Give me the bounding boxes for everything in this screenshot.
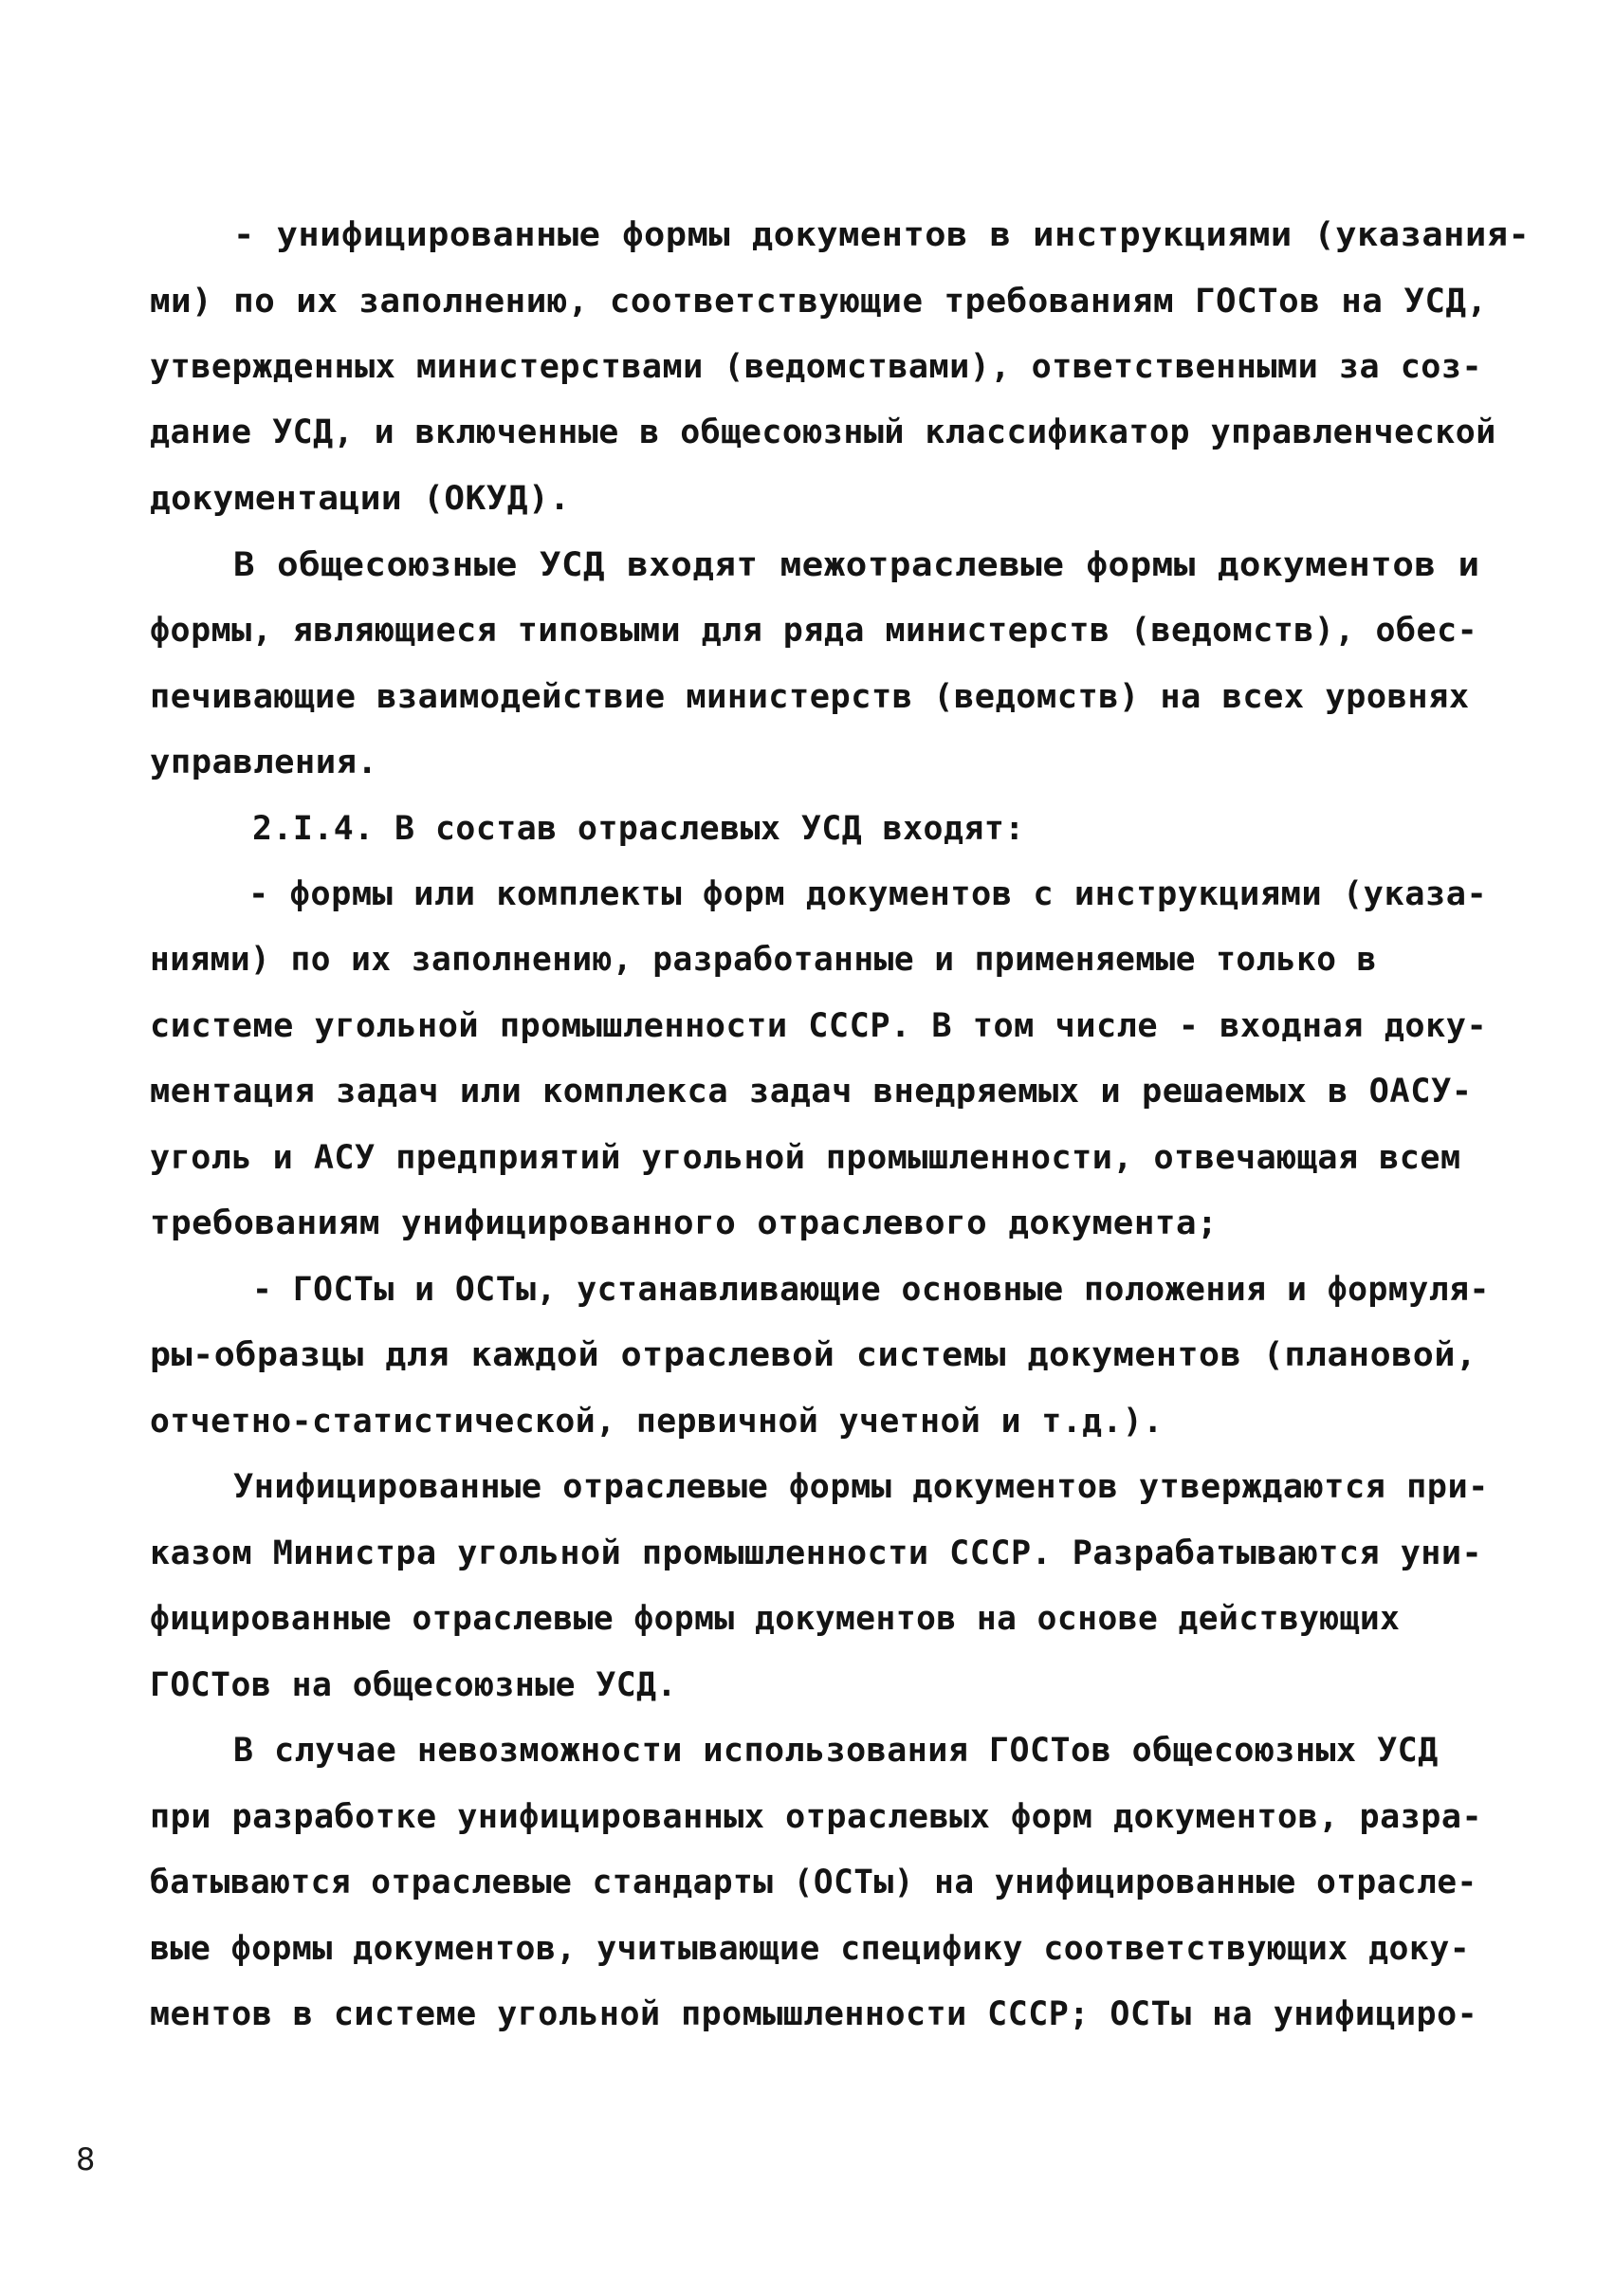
text-line: формы, являющиеся типовыми для ряда министерств (ведомств), обес- [150, 612, 1478, 650]
text-line: батываются отраслевые стандарты (ОСТы) на унифицированные отрасле- [150, 1864, 1477, 1901]
text-line: Унифицированные отраслевые формы документов утверждаются при- [233, 1468, 1489, 1506]
text-line: при разработке унифицированных отраслевых форм документов, разра- [150, 1798, 1483, 1836]
text-line: казом Министра угольной промышленности СССР. Разрабатываются уни- [150, 1534, 1483, 1572]
text-line: ментов в системе угольной промышленности СССР; ОСТы на унифициро- [150, 1995, 1478, 2033]
text-line: ГОСТов на общесоюзные УСД. [150, 1666, 677, 1704]
text-line: утвержденных министерствами (ведомствами), ответственными за соз- [150, 348, 1483, 386]
text-line: системе угольной промышленности СССР. В том числе - входная доку- [150, 1007, 1488, 1045]
text-line: требованиям унифицированного отраслевого документа; [150, 1204, 1219, 1242]
text-line: ментация задач или комплекса задач внедряемых и решаемых в ОАСУ- [150, 1073, 1473, 1111]
page-number: 8 [76, 2141, 96, 2177]
text-line: вые формы документов, учитывающие специфику соответствующих доку- [150, 1930, 1471, 1968]
text-line: фицированные отраслевые формы документов на основе действующих [150, 1600, 1401, 1638]
text-line: - ГОСТы и ОСТы, устанавливающие основные положения и формуля- [252, 1271, 1490, 1309]
text-line: ми) по их заполнению, соответствующие требованиям ГОСТов на УСД, [150, 283, 1488, 321]
text-line: печивающие взаимодействие министерств (ведомств) на всех уровнях [150, 678, 1470, 716]
text-line: ниями) по их заполнению, разработанные и применяемые только в [150, 941, 1377, 979]
text-line: уголь и АСУ предприятий угольной промышленности, отвечающая всем [150, 1139, 1461, 1177]
text-line: В общесоюзные УСД входят межотраслевые формы документов и [233, 546, 1480, 584]
text-line: управления. [150, 744, 378, 781]
text-line: В случае невозможности использования ГОСТов общесоюзных УСД [233, 1732, 1439, 1770]
text-line: документации (ОКУД). [150, 480, 571, 518]
text-line: ры-образцы для каждой отраслевой системы документов (плановой, [150, 1336, 1477, 1374]
text-line: 2.I.4. В состав отраслевых УСД входят: [252, 810, 1025, 848]
text-line: - унифицированные формы документов в инструкциями (указания- [233, 216, 1531, 254]
text-line: - формы или комплекты форм документов с инструкциями (указа- [248, 875, 1488, 913]
text-line: отчетно-статистической, первичной учетной и т.д.). [150, 1403, 1164, 1441]
text-line: дание УСД, и включенные в общесоюзный классификатор управленческой [150, 413, 1496, 451]
